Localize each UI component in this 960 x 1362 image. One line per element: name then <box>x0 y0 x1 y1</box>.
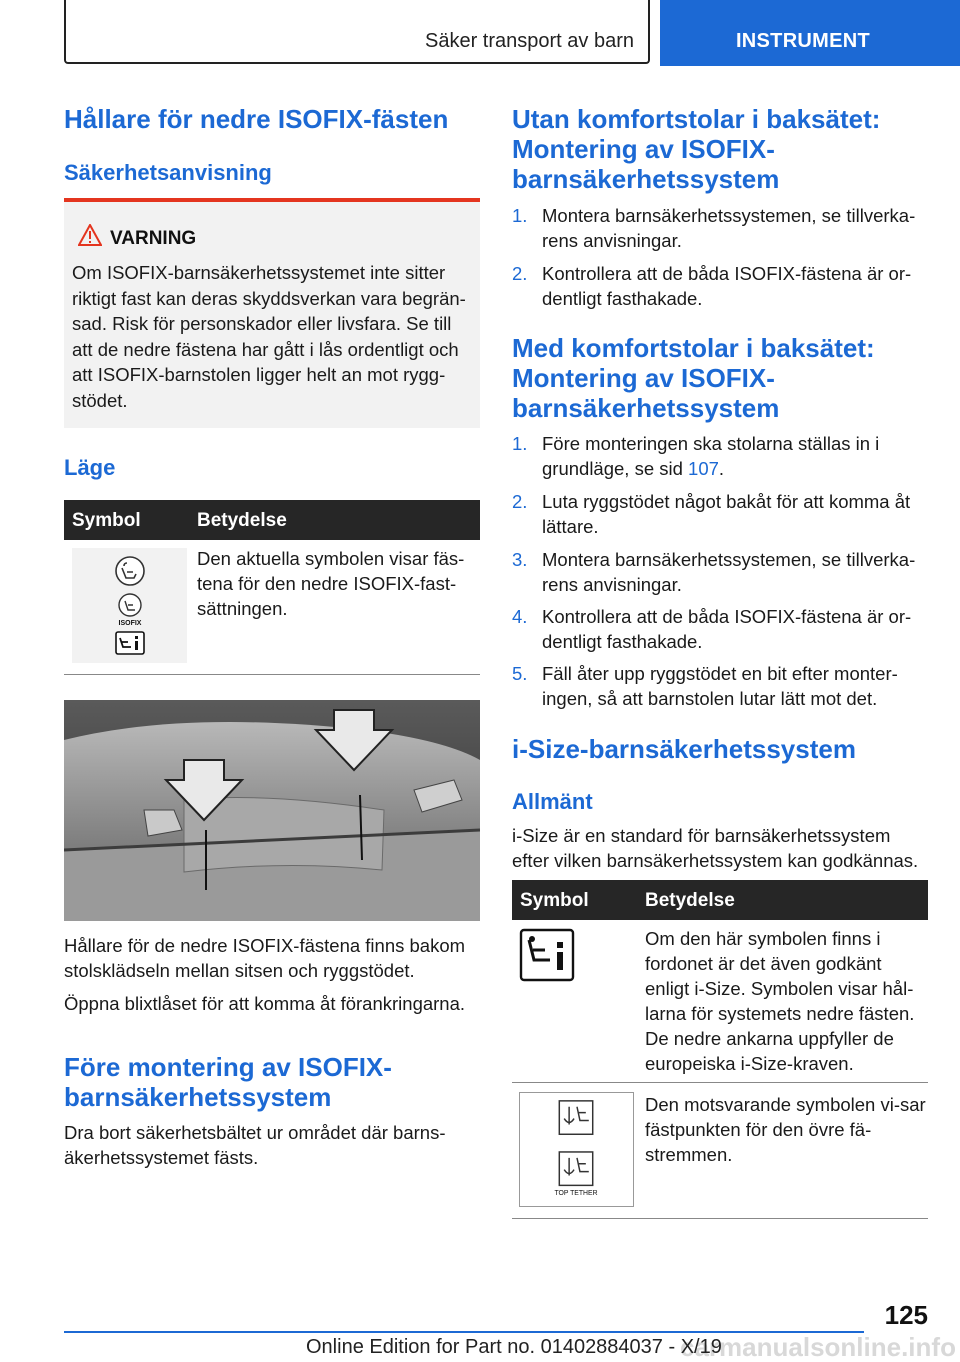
caption-zipper: Öppna blixtlåset för att komma åt förankringarna. <box>64 993 466 1014</box>
subheading-safety: Säkerhetsanvisning <box>64 160 272 185</box>
watermark: carmanualsonline.info <box>680 1332 956 1362</box>
page-number: 125 <box>884 1300 928 1330</box>
col-symbol: Symbol <box>72 510 141 531</box>
isofix-symbols-icon <box>72 548 187 663</box>
table-rule <box>512 1218 928 1219</box>
rear-seat-illustration <box>64 700 480 921</box>
caption-holder-location: Hållare för de nedre ISOFIX-fästena finns bakom stolsklädseln mellan sitsen och ryggstödet. <box>64 935 466 981</box>
table-header <box>64 500 480 540</box>
isize-row1-meaning: Om den här symbolen finns i fordonet är det även godkänt enligt i-Size. Symbolen visar hål-larna för systemets nedre fästen. De nedre ankarna uppfyller de europeiska i-Size-kraven. <box>645 928 915 1074</box>
warning-text: Om ISOFIX-barnsäkerhetssystemet inte sitter riktigt fast kan deras skyddsverkan vara begrän-sad. Risk för personskador eller livsfara. Se till att de nedre fästena har gått i lås ordentligt och att ISOFIX-barnstolen ligger helt an mot rygg-stödet. <box>72 262 466 411</box>
col-meaning: Betydelse <box>197 510 287 531</box>
footer-edition: Online Edition for Part no. 01402884037 - X/19 <box>306 1336 722 1358</box>
section-heading-without-comfort: Utan komfortstolar i baksätet: Montering av ISOFIX-barnsäkerhetssystem <box>512 104 881 194</box>
section-heading-isofix-holders: Hållare för nedre ISOFIX-fästen <box>64 104 449 134</box>
section-heading-isize: i-Size-barnsäkerhetssystem <box>512 734 856 764</box>
table-rule <box>64 674 480 675</box>
seat-photo <box>64 700 480 921</box>
warning-box <box>64 198 480 428</box>
isize-row2-meaning: Den motsvarande symbolen vi-sar fästpunkten för den övre fä-stremmen. <box>645 1094 926 1165</box>
subheading-general: Allmänt <box>512 789 593 814</box>
section-heading-with-comfort: Med komfortstolar i baksätet: Montering av ISOFIX-barnsäkerhetssystem <box>512 333 875 423</box>
isize-symbol-icon <box>519 928 575 982</box>
top-tether-symbol-cell <box>519 1092 634 1207</box>
top-tether-icon <box>520 1093 633 1206</box>
svg-text:TOP TETHER: TOP TETHER <box>554 1190 598 1198</box>
chapter-tab[interactable] <box>660 0 960 66</box>
svg-text:ISOFIX: ISOFIX <box>118 620 142 627</box>
chapter-title: INSTRUMENT <box>735 30 871 52</box>
table-cell-meaning: Den aktuella symbolen visar fäs-tena för den nedre ISOFIX-fast-sättningen. <box>197 548 465 619</box>
general-text: i-Size är en standard för barnsäkerhetssystem efter vilken barnsäkerhetssystem kan godkännas. <box>512 825 919 871</box>
section-title: Säker transport av barn <box>425 30 634 52</box>
before-mounting-text: Dra bort säkerhetsbältet ur området där barns-äkerhetssystemet fästs. <box>64 1122 446 1168</box>
symbol-cell <box>72 548 187 663</box>
warning-label: VARNING <box>110 228 197 249</box>
section-heading-before-mounting: Före montering av ISOFIX-barnsäkerhetssystem <box>64 1052 392 1112</box>
table-header <box>512 880 928 920</box>
page-header <box>0 0 960 66</box>
col-meaning: Betydelse <box>645 890 735 911</box>
section-tab <box>64 0 650 64</box>
col-symbol: Symbol <box>520 890 589 911</box>
warning-triangle-icon <box>78 224 102 246</box>
subheading-position: Läge <box>64 455 116 480</box>
page-link[interactable]: 107 <box>688 458 719 479</box>
table-rule <box>512 1082 928 1083</box>
